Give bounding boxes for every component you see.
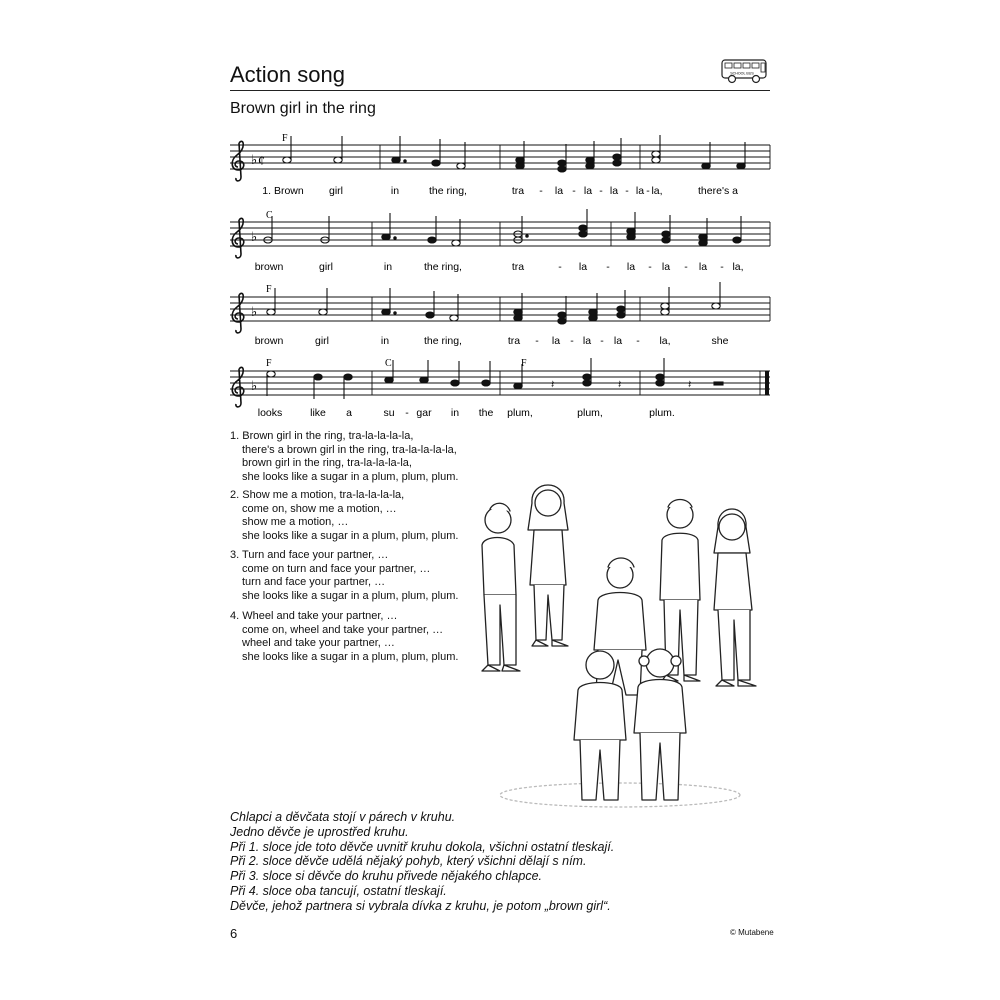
chord-symbol: F — [521, 358, 527, 369]
verse-line: 2. Show me a motion, tra-la-la-la-la, — [230, 489, 405, 501]
verse-line: brown girl in the ring, tra-la-la-la-la, — [242, 457, 412, 469]
lyric: the ring, — [424, 335, 462, 347]
verse-line: wheel and take your partner, … — [242, 637, 395, 649]
verse-line: there's a brown girl in the ring, tra-la-la-la-la, — [242, 443, 457, 456]
lyric: brown — [254, 335, 284, 347]
lyric: gar — [416, 407, 432, 419]
lyric: la — [613, 335, 623, 347]
verse-line: come on, wheel and take your partner, … — [242, 623, 444, 636]
lyric: tra — [507, 335, 521, 347]
verse-line: she looks like a sugar in a plum, plum, plum. — [242, 650, 459, 663]
song-title: Brown girl in the ring — [230, 100, 376, 117]
chord-symbol: F — [266, 284, 272, 295]
lyric: - — [606, 261, 610, 273]
chord-symbol: C — [266, 210, 273, 221]
music-score — [0, 0, 1000, 430]
lyric: - — [646, 185, 650, 197]
rest-icon: 𝄽 — [688, 378, 692, 391]
lyric: she — [711, 335, 729, 347]
rest-icon: 𝄽 — [551, 378, 555, 391]
lyric: - — [625, 185, 629, 197]
lyric: - — [600, 335, 604, 347]
lyric: the ring, — [429, 185, 467, 197]
staff-system-4 — [230, 358, 770, 419]
lyric: the ring, — [424, 261, 462, 273]
flat-icon: ♭ — [251, 304, 258, 319]
lyric: in — [450, 407, 460, 419]
chord-symbol: F — [266, 358, 272, 369]
copyright-notice: © Mutabene — [730, 928, 774, 937]
page-number: 6 — [230, 926, 238, 941]
lyric: - — [405, 407, 409, 419]
staff-system-1 — [230, 133, 770, 197]
lyric: in — [390, 185, 400, 197]
verse-line: 3. Turn and face your partner, … — [230, 549, 389, 561]
staff-system-2 — [230, 209, 770, 273]
final-barline — [765, 371, 769, 395]
lyric: in — [380, 335, 390, 347]
lyric: - — [539, 185, 543, 197]
czech-instructions — [230, 810, 614, 914]
lyric: la, — [659, 335, 671, 347]
lyric: la — [582, 335, 592, 347]
verse-line: come on turn and face your partner, … — [242, 562, 431, 575]
lyric: la — [698, 261, 708, 273]
lyric: su — [383, 407, 395, 419]
verse-line: she looks like a sugar in a plum, plum, plum. — [242, 470, 459, 483]
verse-1 — [230, 430, 458, 484]
flat-icon: ♭ — [251, 152, 258, 167]
instruction-line: Při 4. sloce oba tancují, ostatní tleskají. — [230, 883, 447, 898]
verse-line: she looks like a sugar in a plum, plum, plum. — [242, 529, 459, 542]
verse-line: 4. Wheel and take your partner, … — [230, 610, 398, 622]
lyric: la — [661, 261, 671, 273]
lyric: - — [558, 261, 562, 273]
flat-icon: ♭ — [251, 378, 258, 393]
lyric: girl — [318, 261, 334, 273]
instruction-line: Při 2. sloce děvče udělá nějaký pohyb, který všichni dělají s ním. — [230, 854, 587, 869]
lyric: la — [583, 185, 593, 197]
lyric: in — [383, 261, 393, 273]
lyric: - — [599, 185, 603, 197]
children-circle-illustration — [470, 475, 770, 815]
lyric: la — [626, 261, 636, 273]
lyric: plum, — [577, 407, 603, 419]
lyric: la — [609, 185, 619, 197]
verse-line: show me a motion, … — [242, 516, 349, 528]
lyric: looks — [257, 407, 283, 419]
chord-symbol: F — [282, 133, 288, 144]
lyric: like — [310, 407, 326, 419]
lyric: - — [648, 261, 652, 273]
instruction-line: Děvče, jehož partnera si vybrala dívka z kruhu, je potom „brown girl“. — [230, 898, 611, 913]
lyric: a — [346, 407, 352, 419]
verse-line: come on, show me a motion, … — [242, 502, 397, 515]
lyric: tra — [511, 185, 525, 197]
lyric: la — [554, 185, 564, 197]
lyric: there's a — [698, 185, 738, 197]
verse-3 — [230, 549, 458, 603]
chord-symbol: C — [385, 358, 392, 369]
lyric: - — [535, 335, 539, 347]
verse-line: turn and face your partner, … — [242, 576, 386, 588]
instruction-line: Při 3. sloce si děvče do kruhu přivede nějakého chlapce. — [230, 869, 542, 884]
verse-line: she looks like a sugar in a plum, plum, plum. — [242, 589, 459, 602]
lyric: 1. Brown — [262, 185, 304, 197]
lyric: girl — [328, 185, 344, 197]
flat-icon: ♭ — [251, 229, 258, 244]
lyric: - — [572, 185, 576, 197]
verse-2 — [230, 489, 458, 543]
lyric: - — [570, 335, 574, 347]
lyric: la, — [651, 185, 663, 197]
page-title: Action song — [230, 62, 345, 87]
lyric: la, — [732, 261, 744, 273]
lyric: brown — [254, 261, 284, 273]
rest-icon: 𝄽 — [618, 378, 622, 391]
bus-sign: SCHOOL BUS — [730, 71, 754, 76]
lyric: la — [578, 261, 588, 273]
treble-clef-icon — [232, 141, 244, 181]
verse-4 — [230, 610, 458, 664]
treble-clef-icon — [232, 367, 244, 407]
instruction-line: Jedno děvče je uprostřed kruhu. — [230, 824, 409, 839]
treble-clef-icon — [232, 218, 244, 258]
instruction-line: Chlapci a děvčata stojí v párech v kruhu. — [230, 810, 456, 824]
cut-time-icon: ¢ — [258, 154, 265, 169]
treble-clef-icon — [232, 293, 244, 333]
lyric: - — [636, 335, 640, 347]
verse-line: 1. Brown girl in the ring, tra-la-la-la-la, — [230, 430, 414, 442]
lyric: - — [720, 261, 724, 273]
lyric: - — [684, 261, 688, 273]
lyric: plum, — [507, 407, 533, 419]
lyric: plum. — [649, 407, 675, 419]
lyric: girl — [314, 335, 330, 347]
lyric: tra — [511, 261, 525, 273]
lyric: la — [551, 335, 561, 347]
lyric: la — [635, 185, 645, 197]
lyric: the — [478, 407, 494, 419]
instruction-line: Při 1. sloce jde toto děvče uvnitř kruhu dokola, všichni ostatní tleskají. — [230, 839, 615, 854]
staff-system-3 — [230, 282, 770, 347]
